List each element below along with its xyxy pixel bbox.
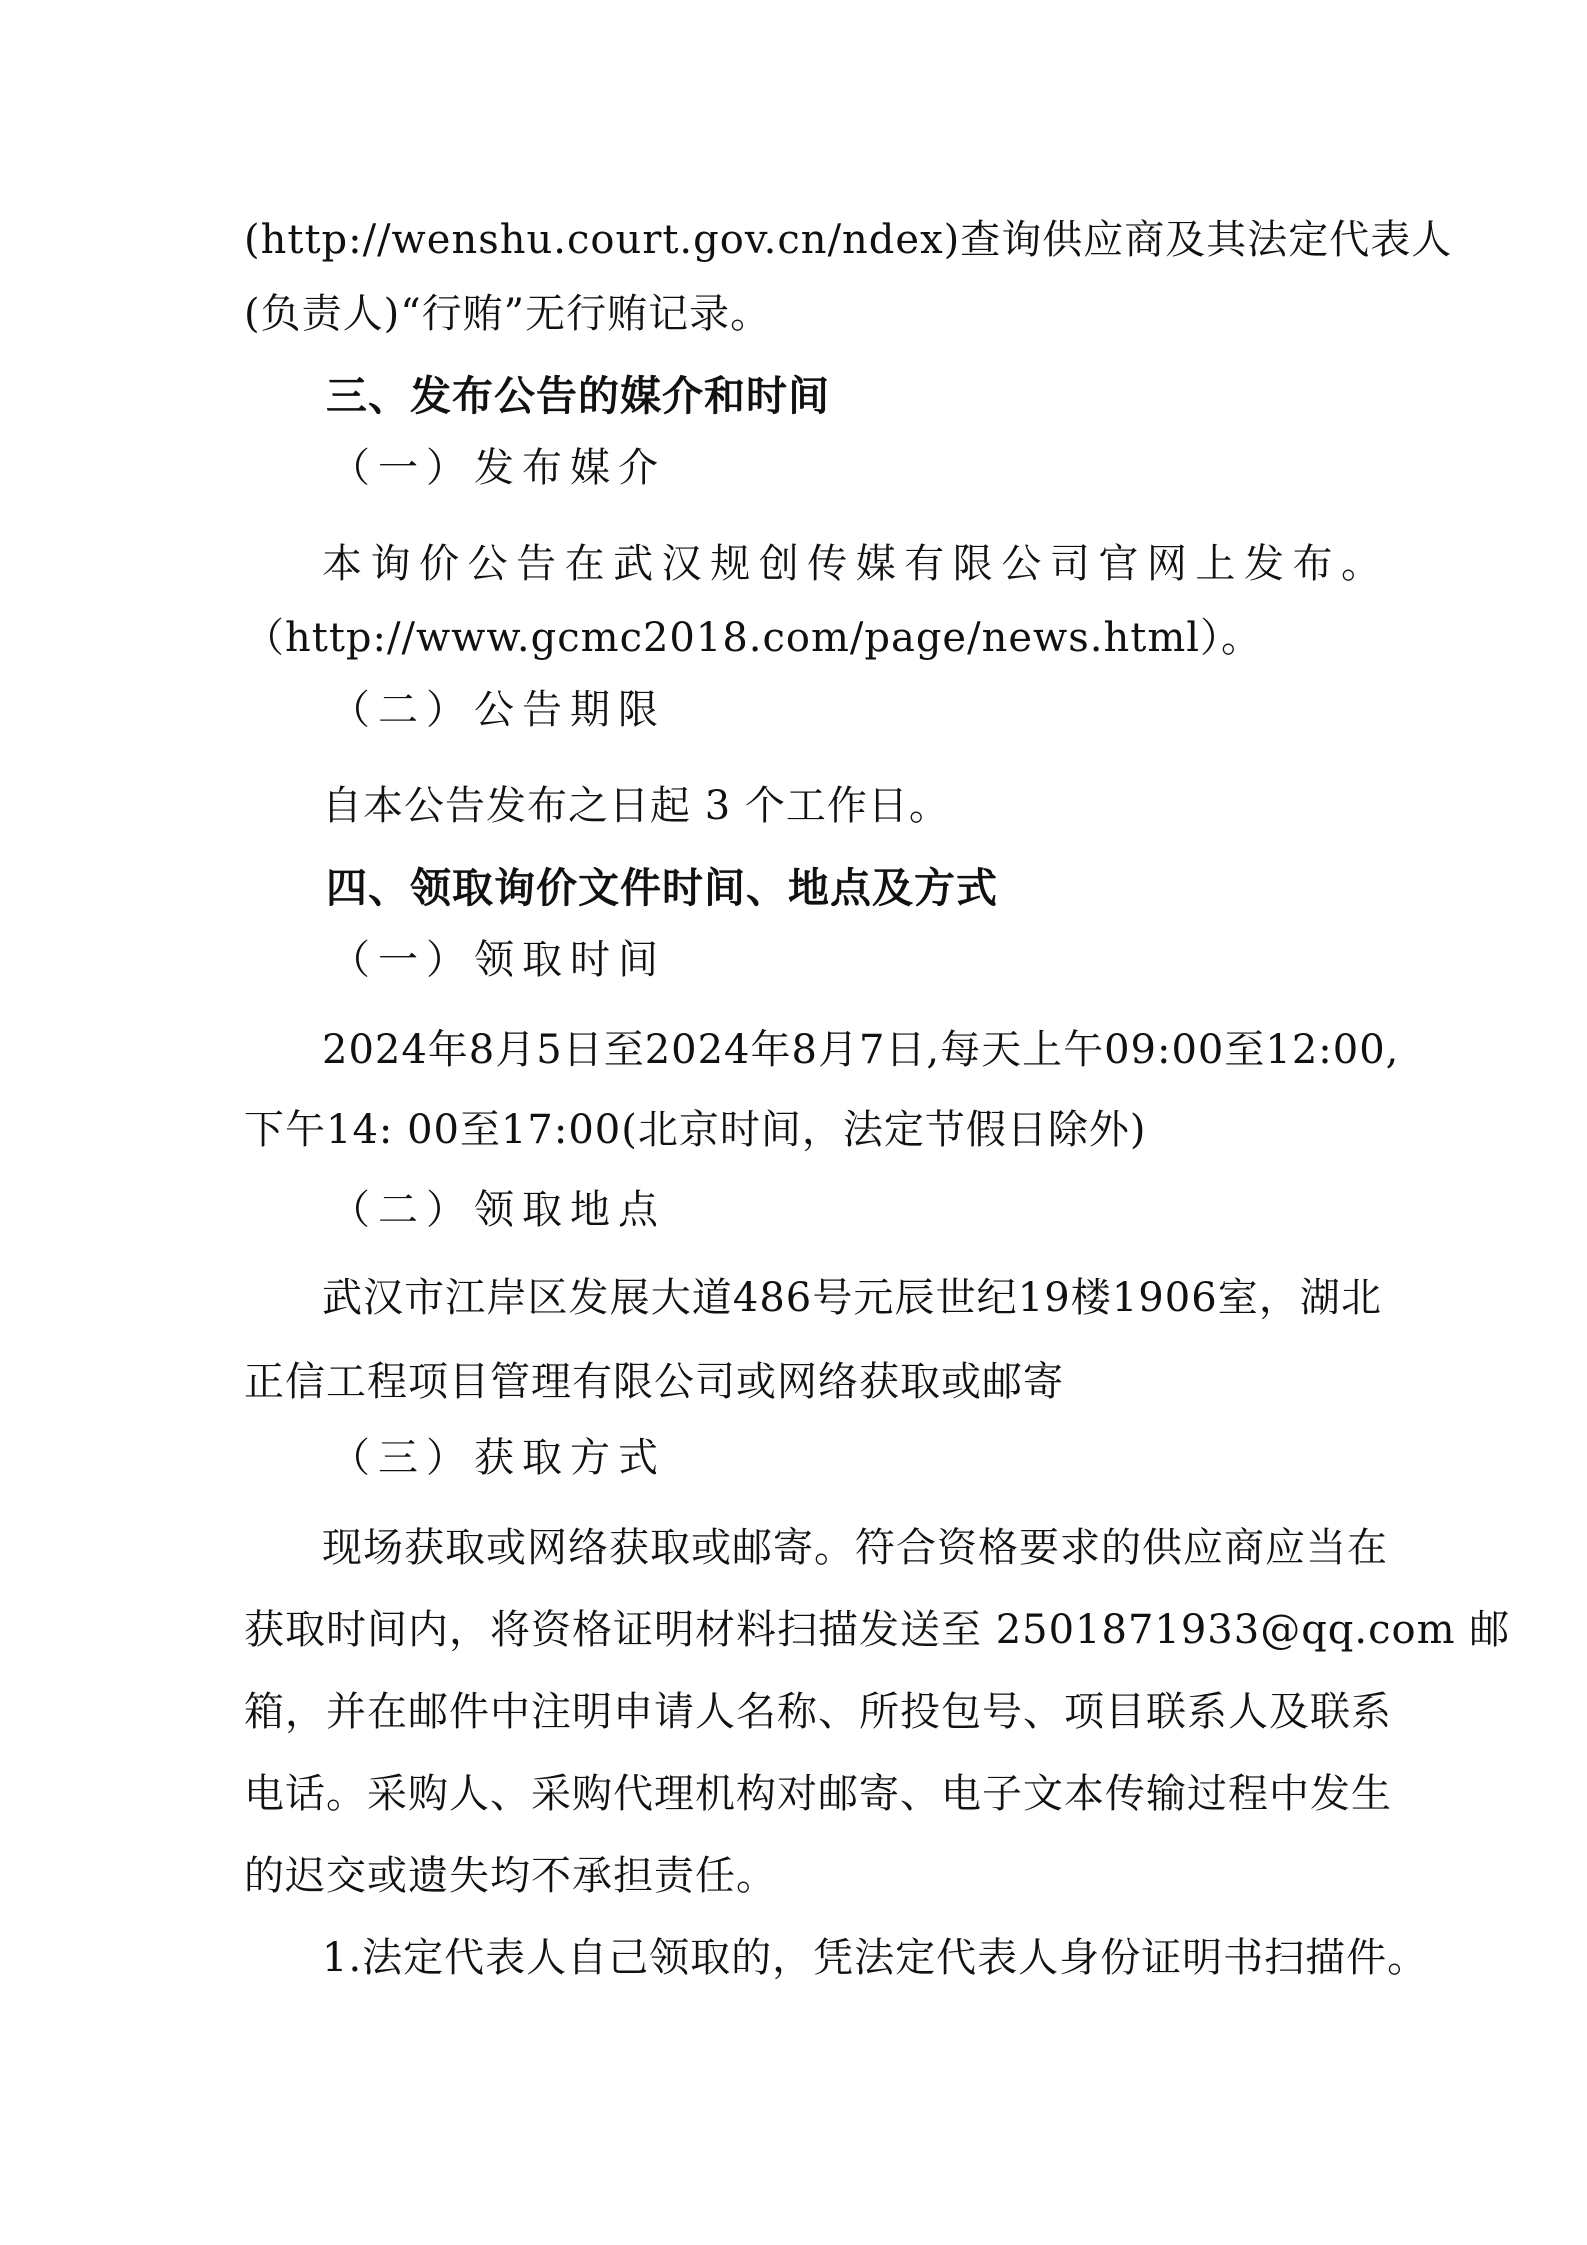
body-text-line: 获取时间内，将资格证明材料扫描发送至 2501871933@qq.com 邮 xyxy=(244,1607,1511,1653)
body-text-line: 下午14: 00至17:00(北京时间，法定节假日除外) xyxy=(244,1107,1147,1153)
body-text-line: 现场获取或网络获取或邮寄。符合资格要求的供应商应当在 xyxy=(322,1525,1388,1571)
body-text-line: (http://wenshu.court.gov.cn/ndex)查询供应商及其法定代表人 xyxy=(244,217,1453,263)
section-heading: 三、发布公告的媒介和时间 xyxy=(326,372,830,420)
body-text-line: 正信工程项目管理有限公司或网络获取或邮寄 xyxy=(244,1359,1064,1405)
body-text-line: 自本公告发布之日起 3 个工作日。 xyxy=(322,783,950,829)
body-text-line: 电话。采购人、采购代理机构对邮寄、电子文本传输过程中发生 xyxy=(244,1771,1392,1817)
subsection-heading: （二）公告期限 xyxy=(330,687,666,733)
subsection-heading: （一）领取时间 xyxy=(330,937,666,983)
body-text-line: (负责人)“行贿”无行贿记录。 xyxy=(244,291,772,337)
body-text-line: 武汉市江岸区发展大道486号元辰世纪19楼1906室，湖北 xyxy=(322,1275,1382,1321)
list-item-line: 1.法定代表人自己领取的，凭法定代表人身份证明书扫描件。 xyxy=(322,1935,1429,1981)
url-text-line: （http://www.gcmc2018.com/page/news.html）。 xyxy=(244,615,1263,661)
body-text-line: 箱，并在邮件中注明申请人名称、所投包号、项目联系人及联系 xyxy=(244,1689,1392,1735)
body-text-line: 2024年8月5日至2024年8月7日,每天上午09:00至12:00, xyxy=(322,1027,1400,1073)
subsection-heading: （一）发布媒介 xyxy=(330,445,666,491)
section-heading: 四、领取询价文件时间、地点及方式 xyxy=(326,864,998,912)
body-text-line: 本询价公告在武汉规创传媒有限公司官网上发布。 xyxy=(322,541,1382,587)
body-text-line: 的迟交或遗失均不承担责任。 xyxy=(244,1853,777,1899)
subsection-heading: （三）获取方式 xyxy=(330,1435,666,1481)
subsection-heading: （二）领取地点 xyxy=(330,1187,666,1233)
